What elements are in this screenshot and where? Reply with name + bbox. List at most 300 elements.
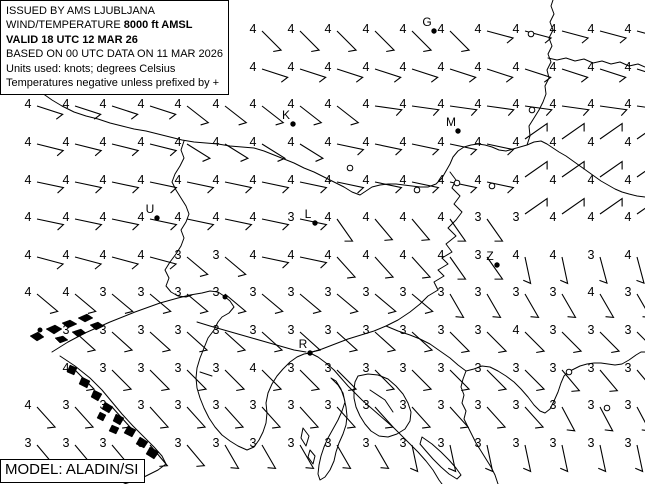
temperature-label: 4 [24,248,32,262]
temperature-label: 4 [212,97,220,111]
temperature-label: 3 [474,323,482,337]
wind-barb [375,144,401,155]
temperature-label: 4 [512,173,520,187]
wind-barb [487,407,505,428]
temperature-label: 4 [437,173,445,187]
temperature-label: 3 [212,398,220,412]
temperature-label: 4 [62,173,70,187]
wind-barb [112,370,131,390]
wind-barb [637,332,645,352]
wind-barb [412,144,438,155]
temperature-label: 4 [437,97,445,111]
temperature-label: 3 [362,398,370,412]
wind-barb [75,182,101,193]
wind-barb [600,31,626,43]
wind-barb [487,332,506,352]
temperature-label: 4 [62,135,70,149]
model-label: MODEL: ALADIN/SI [0,459,145,483]
wind-barb [562,162,584,177]
temperature-label: 4 [212,173,220,187]
wind-barb [112,294,133,313]
city-marker-dot [431,28,436,33]
temperature-label: 4 [362,248,370,262]
temperature-label: 4 [624,135,632,149]
temperature-label: 4 [624,97,632,111]
wind-barb [410,445,417,471]
temperature-label: 4 [324,135,332,149]
wind-barb [450,219,465,241]
wind-barb [525,407,543,428]
temperature-label: 4 [137,248,145,262]
wind-barb [337,445,351,468]
temperature-label: 3 [212,436,220,450]
wind-barb [262,294,283,313]
wind-barb [187,106,208,125]
wind-barb [450,257,465,279]
wind-barb [637,124,645,139]
temperature-label: 4 [24,285,32,299]
wind-barb [75,332,95,352]
temperature-label: 4 [474,173,482,187]
wind-barb [637,106,645,116]
wind-barb [225,294,246,313]
wind-barb [525,162,547,177]
island-krk-detail [370,390,393,412]
wind-barb [150,294,171,313]
temperature-label: 3 [62,398,70,412]
temperature-label: 4 [174,173,182,187]
wind-barb [375,257,393,278]
wind-barb [75,219,101,230]
temperature-label: 4 [362,210,370,224]
temperature-label: 4 [587,210,595,224]
wind-barb [637,294,645,317]
wind-barb [562,199,584,214]
city-marker-label: G [422,15,432,29]
temperature-label: 4 [287,97,295,111]
wind-barb [412,257,430,278]
town-circle [566,369,572,375]
wind-barb [187,144,210,161]
temperature-label: 4 [324,97,332,111]
temperature-label: 3 [99,398,107,412]
wind-barb [637,407,645,431]
town-circle [529,107,535,113]
wind-barb [187,294,208,313]
wind-barb [375,219,392,240]
wind-barb [225,219,251,230]
city-marker-label: Z [486,249,494,263]
temperature-label: 3 [212,285,220,299]
temperature-label: 3 [324,436,332,450]
temperature-label: 4 [249,22,257,36]
temperature-label: 4 [624,60,632,74]
temperature-label: 3 [174,323,182,337]
city-marker-label: R [298,337,308,351]
wind-barb [635,445,642,471]
temperature-label: 3 [287,361,295,375]
temperature-label: 3 [287,323,295,337]
temperature-label: 4 [174,210,182,224]
temperature-label: 3 [512,210,520,224]
temperature-label: 3 [212,361,220,375]
temperature-label: 4 [249,210,257,224]
city-marker-label: U [145,202,155,216]
wind-barb [450,69,476,82]
temperature-label: 4 [399,97,407,111]
wind-barb [487,294,501,317]
temperature-label: 4 [24,210,32,224]
wind-barb [525,199,547,214]
temperature-label: 3 [249,436,257,450]
wind-barb [450,332,469,352]
wind-barb [525,294,539,317]
temperature-label: 4 [287,60,295,74]
temperature-label: 3 [399,436,407,450]
wind-barb [337,31,356,51]
temperature-label: 4 [587,97,595,111]
temperature-label: 3 [212,323,220,337]
temperature-label: 4 [587,285,595,299]
temperature-label: 3 [474,361,482,375]
temperature-label: 3 [512,361,520,375]
temperature-label: 4 [624,22,632,36]
temperature-label: 4 [399,210,407,224]
wind-barb [487,219,502,241]
temperature-label: 4 [137,210,145,224]
temperature-label: 3 [474,436,482,450]
temperature-label: 3 [624,361,632,375]
wind-barb [225,257,246,276]
wind-barb [375,31,394,51]
temperature-label: 3 [287,285,295,299]
wind-barb [637,370,645,391]
wind-barb [262,407,280,428]
temperature-label: 4 [549,60,557,74]
wind-barb [300,445,314,468]
wind-barb [262,219,288,230]
city-marker-dot [494,262,499,267]
wind-barb [225,106,246,125]
temperature-label: 3 [587,361,595,375]
temperature-label: 4 [137,97,145,111]
temperature-label: 4 [62,285,70,299]
town-dot [38,328,43,333]
town-circle [347,165,353,171]
wind-barb [225,407,243,428]
temperature-label: 4 [24,135,32,149]
temperature-label: 4 [324,248,332,262]
temperature-label: 3 [174,285,182,299]
temperature-label: 4 [99,210,107,224]
info-level: WIND/TEMPERATURE 8000 ft AMSL [6,19,193,32]
temperature-label: 3 [174,436,182,450]
temperature-label: 4 [437,210,445,224]
temperature-label: 4 [474,135,482,149]
wind-barb [637,31,645,43]
temperature-label: 3 [549,398,557,412]
wind-barb [150,106,176,119]
wind-barb [562,124,584,139]
wind-barb [525,124,547,139]
temperature-label: 3 [249,323,257,337]
temperature-label: 3 [137,436,145,450]
city-marker-dot [154,215,159,220]
wind-barb [262,144,285,161]
wind-barb [300,182,326,193]
temperature-label: 4 [624,210,632,224]
wind-barb [300,257,326,268]
wind-barb [412,219,429,240]
city-marker-dot [455,128,460,133]
wind-barb [450,144,476,155]
wind-barb [448,445,455,471]
wind-barb [37,219,63,230]
temperature-label: 4 [99,173,107,187]
wind-barb [450,370,469,390]
temperature-label: 3 [437,436,445,450]
temperature-label: 4 [549,22,557,36]
temperature-label: 3 [474,210,482,224]
wind-barb [562,294,576,317]
city-marker-dot [307,350,312,355]
wind-barb [375,445,389,468]
wind-barb [375,106,402,116]
temperature-label: 3 [399,398,407,412]
temperature-label: 3 [249,285,257,299]
wind-barb [562,407,575,431]
temperature-label: 4 [549,135,557,149]
temperature-label: 4 [399,22,407,36]
wind-barb [600,124,622,139]
temperature-label: 4 [99,248,107,262]
wind-barb [75,294,96,313]
temperature-label: 3 [99,361,107,375]
wind-barb [487,31,513,43]
lagoon-islands-venice [67,365,159,459]
temperature-label: 4 [624,248,632,262]
temperature-label: 3 [474,248,482,262]
temperature-label: 4 [62,97,70,111]
temperature-label: 4 [62,210,70,224]
temperature-label: 4 [512,22,520,36]
temperature-label: 3 [249,398,257,412]
wind-barb [600,162,622,177]
temperature-label: 4 [399,60,407,74]
temperature-label: 3 [174,248,182,262]
city-marker-dot [312,220,317,225]
wind-barb [75,407,93,428]
city-marker-label: M [446,115,456,129]
town-dot [223,295,228,300]
temperature-label: 4 [512,135,520,149]
temperature-label: 4 [362,97,370,111]
wind-barb [600,69,626,82]
wind-barb [225,370,244,390]
temperature-label: 4 [512,323,520,337]
temperature-label: 3 [324,285,332,299]
temperature-label: 3 [587,436,595,450]
wind-barb [37,294,58,313]
wind-barb [150,144,176,156]
wind-barb [187,445,204,466]
temperature-label: 4 [437,135,445,149]
temperature-label: 4 [24,173,32,187]
info-valid: VALID 18 UTC 12 MAR 26 [6,33,138,46]
temperature-label: 4 [399,248,407,262]
town-circle [414,187,420,193]
town-circle [528,31,534,37]
wind-barb [187,407,205,428]
temperature-label: 3 [174,398,182,412]
info-based: BASED ON 00 UTC DATA ON 11 MAR 2026 [6,48,224,61]
temperature-label: 4 [24,97,32,111]
wind-barb [600,199,622,214]
temperature-label: 4 [437,248,445,262]
wind-barb [262,370,281,390]
temperature-label: 4 [24,398,32,412]
temperature-label: 3 [437,323,445,337]
temperature-label: 4 [362,60,370,74]
wind-barb [225,182,251,193]
temperature-label: 4 [587,60,595,74]
wind-barb [412,294,433,313]
temperature-label: 4 [287,248,295,262]
wind-barb [187,219,213,230]
temperature-label: 3 [549,436,557,450]
wind-barb [487,370,506,390]
wind-barb [262,69,288,82]
temperature-label: 3 [399,361,407,375]
temperature-label: 4 [587,173,595,187]
town-circle [454,180,460,186]
wind-barb [75,106,101,119]
temperature-label: 4 [587,22,595,36]
temperature-label: 4 [474,60,482,74]
coastline [52,291,442,484]
wind-barb [412,31,431,51]
wind-barb [187,257,208,276]
temperature-label: 3 [512,285,520,299]
wind-barb [562,69,588,82]
temperature-label: 3 [324,398,332,412]
wind-barb [37,257,63,269]
temperature-label: 4 [512,248,520,262]
coast-notch [200,372,212,376]
wind-barb [150,219,176,230]
wind-barb [600,106,627,116]
info-issued: ISSUED BY AMS LJUBLJANA [6,5,155,17]
city-marker-dot [290,121,295,126]
temperature-label: 3 [362,361,370,375]
wind-barb [637,199,645,214]
temperature-label: 3 [137,361,145,375]
temperature-label: 4 [62,361,70,375]
temperature-label: 3 [624,285,632,299]
temperature-label: 3 [587,323,595,337]
temperature-label: 4 [324,210,332,224]
temperature-label: 4 [324,60,332,74]
wind-barb [75,257,101,269]
temperature-label: 4 [62,248,70,262]
wind-barb [598,445,605,471]
temperature-label: 3 [137,323,145,337]
temperature-label: 4 [549,173,557,187]
wind-barb [375,294,396,313]
wind-barb [600,294,614,317]
wind-barb [262,445,276,468]
wind-barb [337,294,358,313]
temperature-label: 4 [362,22,370,36]
wind-barb [525,332,544,352]
temperature-label: 4 [287,22,295,36]
temperature-label: 4 [512,60,520,74]
temperature-label: 4 [399,135,407,149]
city-marker-label: L [304,207,312,221]
temperature-label: 4 [549,210,557,224]
temperature-label: 4 [249,60,257,74]
wind-barb [412,407,430,428]
temperature-label: 4 [212,135,220,149]
wind-barb [337,257,355,278]
wind-barb [300,370,319,390]
wind-barb [112,144,138,156]
temperature-label: 4 [174,97,182,111]
temperature-label: 3 [62,323,70,337]
temperature-label: 3 [512,398,520,412]
temperature-label: 3 [587,398,595,412]
temperature-label: 3 [137,398,145,412]
temperature-label: 4 [437,22,445,36]
wind-barb [485,445,492,471]
wind-barb [37,407,55,428]
wind-barb [450,31,469,51]
wind-barb [150,332,170,352]
temperature-label: 3 [362,323,370,337]
wind-barb [412,69,438,82]
wind-barb [262,31,281,51]
wind-barb [262,257,288,268]
wind-barb [560,445,567,471]
town-circle [604,405,610,411]
temperature-label: 3 [512,436,520,450]
temperature-label: 3 [287,398,295,412]
temperature-label: 4 [362,173,370,187]
wind-barb [187,182,213,193]
wind-barb [600,332,619,352]
temperature-label: 3 [549,323,557,337]
temperature-label: 3 [624,323,632,337]
wind-barb [523,445,530,471]
temperature-label: 3 [362,285,370,299]
wind-barb [37,144,63,156]
wind-barb [225,445,239,468]
temperature-label: 4 [99,97,107,111]
temperature-label: 3 [437,398,445,412]
info-units: Units used: knots; degrees Celsius [6,62,176,75]
temperature-label: 4 [137,135,145,149]
temperature-label: 3 [212,248,220,262]
temperature-label: 3 [324,361,332,375]
wind-barb [562,106,589,116]
wind-barb [112,257,138,269]
town-circle [489,183,495,189]
temperature-label: 3 [474,398,482,412]
temperature-label: 4 [624,173,632,187]
temperature-label: 4 [437,60,445,74]
temperature-label: 4 [174,135,182,149]
wind-barb [262,106,283,125]
